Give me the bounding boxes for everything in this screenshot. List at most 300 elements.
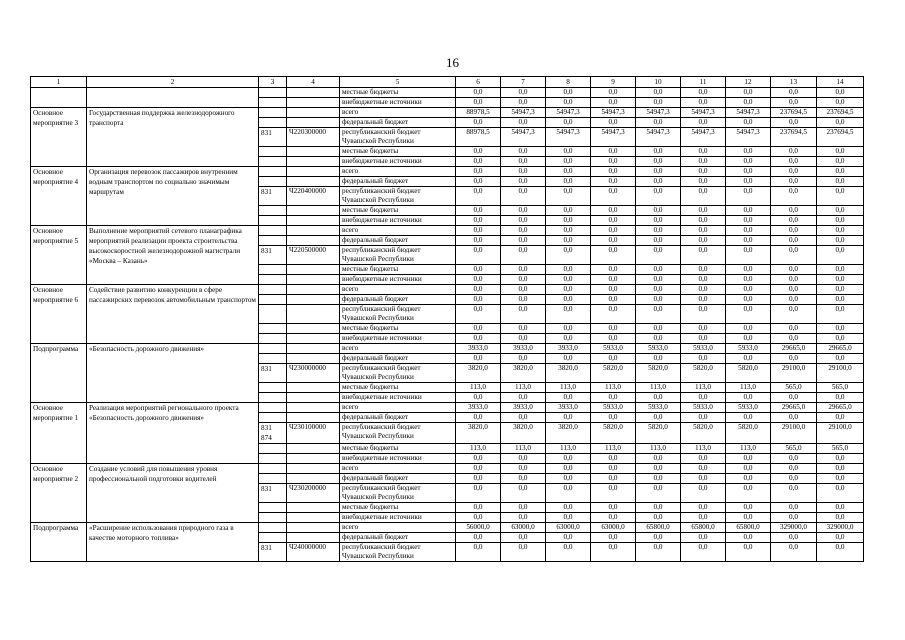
source-cell: местные бюджеты — [340, 503, 456, 513]
code-cell — [287, 98, 340, 108]
value-cell: 0,0 — [501, 226, 546, 236]
value-cell: 0,0 — [771, 246, 817, 265]
value-cell: 0,0 — [817, 354, 864, 364]
source-cell: федеральный бюджет — [340, 413, 456, 423]
table-row — [31, 167, 864, 177]
value-cell: 0,0 — [817, 484, 864, 503]
grbs-cell — [259, 157, 287, 167]
value-cell: 0,0 — [681, 454, 726, 464]
value-cell: 0,0 — [681, 513, 726, 523]
source-cell: всего — [340, 108, 456, 118]
grbs-cell: 831 — [259, 246, 287, 265]
header-cell: 6 — [456, 77, 501, 88]
status-cell — [31, 88, 87, 108]
value-cell: 54947,3 — [726, 128, 771, 147]
grbs-cell — [259, 275, 287, 285]
value-cell: 0,0 — [681, 474, 726, 484]
grbs-cell — [259, 334, 287, 344]
value-cell: 0,0 — [771, 484, 817, 503]
value-cell: 0,0 — [501, 464, 546, 474]
value-cell: 0,0 — [817, 464, 864, 474]
value-cell: 0,0 — [817, 236, 864, 246]
value-cell: 0,0 — [726, 265, 771, 275]
value-cell: 0,0 — [591, 334, 636, 344]
grbs-cell — [259, 533, 287, 543]
table-row — [31, 403, 864, 413]
value-cell: 0,0 — [591, 464, 636, 474]
value-cell: 0,0 — [636, 484, 681, 503]
value-cell: 0,0 — [501, 413, 546, 423]
value-cell: 29100,0 — [817, 364, 864, 383]
value-cell: 0,0 — [591, 157, 636, 167]
value-cell: 0,0 — [591, 206, 636, 216]
value-cell: 0,0 — [456, 285, 501, 295]
value-cell: 0,0 — [501, 513, 546, 523]
value-cell: 0,0 — [636, 246, 681, 265]
value-cell: 0,0 — [591, 354, 636, 364]
value-cell: 0,0 — [771, 88, 817, 98]
source-cell: республиканский бюджет Чувашской Республики — [340, 305, 456, 324]
source-cell: местные бюджеты — [340, 324, 456, 334]
grbs-cell — [259, 344, 287, 354]
value-cell: 0,0 — [636, 354, 681, 364]
value-cell: 0,0 — [817, 413, 864, 423]
value-cell: 0,0 — [456, 187, 501, 206]
code-cell: Ч230000000 — [287, 364, 340, 383]
value-cell: 5820,0 — [726, 364, 771, 383]
value-cell: 63000,0 — [546, 523, 591, 533]
value-cell: 0,0 — [817, 324, 864, 334]
value-cell: 0,0 — [681, 503, 726, 513]
value-cell: 3933,0 — [456, 403, 501, 413]
grbs-cell — [259, 177, 287, 187]
value-cell: 54947,3 — [681, 128, 726, 147]
value-cell: 0,0 — [726, 118, 771, 128]
grbs-cell — [259, 523, 287, 533]
value-cell: 0,0 — [501, 474, 546, 484]
value-cell: 0,0 — [726, 187, 771, 206]
value-cell: 0,0 — [817, 216, 864, 226]
grbs-cell: 831 — [259, 128, 287, 147]
code-cell — [287, 147, 340, 157]
table-row — [31, 108, 864, 118]
value-cell: 0,0 — [591, 484, 636, 503]
value-cell: 0,0 — [771, 206, 817, 216]
value-cell: 0,0 — [636, 157, 681, 167]
code-cell — [287, 513, 340, 523]
value-cell: 0,0 — [771, 285, 817, 295]
value-cell: 3820,0 — [501, 364, 546, 383]
value-cell: 0,0 — [771, 334, 817, 344]
header-row — [31, 77, 864, 88]
value-cell: 0,0 — [501, 484, 546, 503]
value-cell: 329000,0 — [771, 523, 817, 533]
value-cell: 5933,0 — [636, 344, 681, 354]
value-cell: 0,0 — [591, 324, 636, 334]
value-cell: 0,0 — [681, 216, 726, 226]
value-cell: 3933,0 — [501, 403, 546, 413]
name-cell: Реализация мероприятий регионального проекта «Безопасность дорожного движения» — [87, 403, 259, 464]
value-cell: 0,0 — [546, 98, 591, 108]
value-cell: 0,0 — [501, 275, 546, 285]
value-cell: 0,0 — [726, 88, 771, 98]
value-cell: 0,0 — [771, 354, 817, 364]
value-cell: 0,0 — [726, 324, 771, 334]
value-cell: 0,0 — [636, 324, 681, 334]
value-cell: 0,0 — [636, 187, 681, 206]
code-cell — [287, 454, 340, 464]
value-cell: 54947,3 — [681, 108, 726, 118]
code-cell — [287, 177, 340, 187]
value-cell: 0,0 — [501, 88, 546, 98]
value-cell: 0,0 — [636, 98, 681, 108]
value-cell: 0,0 — [546, 474, 591, 484]
value-cell: 54947,3 — [591, 128, 636, 147]
value-cell: 0,0 — [817, 147, 864, 157]
value-cell: 0,0 — [546, 236, 591, 246]
value-cell: 65800,0 — [636, 523, 681, 533]
value-cell: 0,0 — [771, 533, 817, 543]
value-cell: 113,0 — [501, 444, 546, 454]
value-cell: 0,0 — [681, 464, 726, 474]
value-cell: 0,0 — [726, 413, 771, 423]
value-cell: 113,0 — [591, 383, 636, 393]
grbs-cell — [259, 206, 287, 216]
value-cell: 0,0 — [681, 98, 726, 108]
value-cell: 63000,0 — [591, 523, 636, 533]
header-cell: 10 — [636, 77, 681, 88]
value-cell: 0,0 — [771, 187, 817, 206]
value-cell: 0,0 — [591, 275, 636, 285]
code-cell — [287, 167, 340, 177]
value-cell: 0,0 — [501, 295, 546, 305]
value-cell: 0,0 — [501, 285, 546, 295]
value-cell: 113,0 — [726, 444, 771, 454]
value-cell: 0,0 — [456, 88, 501, 98]
value-cell: 0,0 — [771, 118, 817, 128]
grbs-cell — [259, 513, 287, 523]
grbs-cell — [259, 285, 287, 295]
value-cell: 0,0 — [546, 354, 591, 364]
table-row — [31, 226, 864, 236]
value-cell: 0,0 — [546, 513, 591, 523]
name-cell: Содействие развитию конкуренции в сфере пассажирских перевозок автомобильным транспортом — [87, 285, 259, 344]
value-cell: 0,0 — [546, 503, 591, 513]
value-cell: 0,0 — [726, 246, 771, 265]
grbs-cell: 831 — [259, 543, 287, 562]
value-cell: 0,0 — [591, 216, 636, 226]
value-cell: 0,0 — [636, 275, 681, 285]
grbs-cell — [259, 403, 287, 413]
header-cell: 12 — [726, 77, 771, 88]
value-cell: 0,0 — [681, 334, 726, 344]
value-cell: 5933,0 — [726, 344, 771, 354]
value-cell: 0,0 — [726, 226, 771, 236]
value-cell: 0,0 — [501, 265, 546, 275]
source-cell: внебюджетные источники — [340, 454, 456, 464]
value-cell: 0,0 — [636, 285, 681, 295]
value-cell: 0,0 — [726, 513, 771, 523]
value-cell: 0,0 — [546, 324, 591, 334]
value-cell: 0,0 — [817, 246, 864, 265]
value-cell: 0,0 — [501, 354, 546, 364]
table-row — [31, 344, 864, 354]
grbs-cell: 831 — [259, 187, 287, 206]
value-cell: 3933,0 — [546, 403, 591, 413]
code-cell — [287, 393, 340, 403]
value-cell: 3820,0 — [456, 364, 501, 383]
source-cell: федеральный бюджет — [340, 354, 456, 364]
value-cell: 54947,3 — [726, 108, 771, 118]
status-cell: Подпрограмма — [31, 344, 87, 403]
value-cell: 0,0 — [636, 464, 681, 474]
value-cell: 0,0 — [456, 118, 501, 128]
value-cell: 5933,0 — [591, 403, 636, 413]
value-cell: 0,0 — [726, 533, 771, 543]
value-cell: 0,0 — [817, 118, 864, 128]
header-cell: 2 — [87, 77, 259, 88]
code-cell — [287, 474, 340, 484]
value-cell: 65800,0 — [681, 523, 726, 533]
value-cell: 0,0 — [726, 295, 771, 305]
value-cell: 0,0 — [681, 118, 726, 128]
header-cell: 9 — [591, 77, 636, 88]
value-cell: 0,0 — [546, 484, 591, 503]
source-cell: внебюджетные источники — [340, 334, 456, 344]
header-cell: 8 — [546, 77, 591, 88]
value-cell: 0,0 — [501, 118, 546, 128]
value-cell: 0,0 — [546, 246, 591, 265]
code-cell — [287, 403, 340, 413]
value-cell: 3820,0 — [546, 423, 591, 444]
value-cell: 0,0 — [546, 216, 591, 226]
value-cell: 29665,0 — [771, 344, 817, 354]
value-cell: 0,0 — [636, 543, 681, 562]
value-cell: 54947,3 — [501, 128, 546, 147]
code-cell — [287, 216, 340, 226]
value-cell: 0,0 — [591, 177, 636, 187]
source-cell: федеральный бюджет — [340, 118, 456, 128]
grbs-cell — [259, 444, 287, 454]
value-cell: 0,0 — [726, 393, 771, 403]
value-cell: 5933,0 — [636, 403, 681, 413]
value-cell: 0,0 — [817, 275, 864, 285]
value-cell: 0,0 — [681, 177, 726, 187]
value-cell: 0,0 — [546, 147, 591, 157]
grbs-cell — [259, 216, 287, 226]
value-cell: 0,0 — [591, 533, 636, 543]
grbs-cell — [259, 265, 287, 275]
value-cell: 0,0 — [546, 454, 591, 464]
value-cell: 0,0 — [681, 147, 726, 157]
value-cell: 0,0 — [456, 275, 501, 285]
value-cell: 0,0 — [546, 206, 591, 216]
value-cell: 0,0 — [456, 157, 501, 167]
header-cell: 1 — [31, 77, 87, 88]
header-cell: 14 — [817, 77, 864, 88]
source-cell: всего — [340, 344, 456, 354]
value-cell: 0,0 — [456, 295, 501, 305]
value-cell: 0,0 — [771, 295, 817, 305]
code-cell — [287, 533, 340, 543]
value-cell: 0,0 — [771, 464, 817, 474]
code-cell — [287, 236, 340, 246]
value-cell: 0,0 — [636, 88, 681, 98]
code-cell — [287, 157, 340, 167]
name-cell: «Безопасность дорожного движения» — [87, 344, 259, 403]
source-cell: всего — [340, 403, 456, 413]
value-cell: 0,0 — [456, 454, 501, 464]
value-cell: 0,0 — [817, 265, 864, 275]
value-cell: 0,0 — [771, 413, 817, 423]
value-cell: 0,0 — [546, 226, 591, 236]
value-cell: 0,0 — [501, 206, 546, 216]
code-cell — [287, 275, 340, 285]
value-cell: 0,0 — [636, 265, 681, 275]
code-cell — [287, 334, 340, 344]
grbs-cell: 831 — [259, 364, 287, 383]
source-cell: местные бюджеты — [340, 383, 456, 393]
source-cell: республиканский бюджет Чувашской Республики — [340, 543, 456, 562]
value-cell: 0,0 — [591, 543, 636, 562]
value-cell: 5933,0 — [681, 403, 726, 413]
value-cell: 0,0 — [726, 474, 771, 484]
value-cell: 0,0 — [591, 393, 636, 403]
value-cell: 0,0 — [771, 147, 817, 157]
value-cell: 0,0 — [771, 226, 817, 236]
value-cell: 0,0 — [636, 503, 681, 513]
grbs-cell — [259, 464, 287, 474]
value-cell: 0,0 — [771, 236, 817, 246]
value-cell: 0,0 — [636, 118, 681, 128]
grbs-cell — [259, 226, 287, 236]
value-cell: 0,0 — [817, 533, 864, 543]
value-cell: 0,0 — [681, 533, 726, 543]
code-cell — [287, 108, 340, 118]
value-cell: 0,0 — [456, 334, 501, 344]
code-cell — [287, 444, 340, 454]
source-cell: республиканский бюджет Чувашской Республики — [340, 128, 456, 147]
value-cell: 0,0 — [456, 354, 501, 364]
value-cell: 0,0 — [817, 187, 864, 206]
value-cell: 0,0 — [591, 474, 636, 484]
value-cell: 0,0 — [636, 226, 681, 236]
value-cell: 0,0 — [636, 295, 681, 305]
value-cell: 113,0 — [546, 383, 591, 393]
value-cell: 0,0 — [817, 305, 864, 324]
value-cell: 0,0 — [817, 334, 864, 344]
value-cell: 54947,3 — [546, 108, 591, 118]
header-cell: 13 — [771, 77, 817, 88]
value-cell: 0,0 — [681, 413, 726, 423]
value-cell: 0,0 — [726, 484, 771, 503]
code-cell — [287, 344, 340, 354]
value-cell: 0,0 — [636, 474, 681, 484]
value-cell: 0,0 — [681, 246, 726, 265]
source-cell: внебюджетные источники — [340, 216, 456, 226]
budget-table — [30, 76, 864, 562]
code-cell — [287, 88, 340, 98]
value-cell: 0,0 — [726, 236, 771, 246]
value-cell: 113,0 — [681, 444, 726, 454]
value-cell: 0,0 — [591, 167, 636, 177]
source-cell: местные бюджеты — [340, 88, 456, 98]
value-cell: 0,0 — [456, 464, 501, 474]
value-cell: 0,0 — [456, 305, 501, 324]
code-cell — [287, 118, 340, 128]
source-cell: местные бюджеты — [340, 444, 456, 454]
value-cell: 0,0 — [456, 236, 501, 246]
status-cell: Основное мероприятие 6 — [31, 285, 87, 344]
grbs-cell — [259, 236, 287, 246]
code-cell: Ч220500000 — [287, 246, 340, 265]
name-cell: Создание условий для повышения уровня профессиональной подготовки водителей — [87, 464, 259, 523]
value-cell: 0,0 — [726, 177, 771, 187]
value-cell: 54947,3 — [636, 108, 681, 118]
value-cell: 0,0 — [546, 275, 591, 285]
value-cell: 0,0 — [591, 265, 636, 275]
source-cell: внебюджетные источники — [340, 275, 456, 285]
value-cell: 0,0 — [591, 295, 636, 305]
value-cell: 0,0 — [591, 118, 636, 128]
code-cell — [287, 324, 340, 334]
source-cell: всего — [340, 226, 456, 236]
code-cell — [287, 354, 340, 364]
value-cell: 0,0 — [817, 285, 864, 295]
value-cell: 3820,0 — [546, 364, 591, 383]
value-cell: 0,0 — [771, 393, 817, 403]
value-cell: 0,0 — [771, 503, 817, 513]
value-cell: 0,0 — [817, 206, 864, 216]
value-cell: 0,0 — [771, 454, 817, 464]
grbs-cell — [259, 383, 287, 393]
value-cell: 5933,0 — [591, 344, 636, 354]
value-cell: 113,0 — [726, 383, 771, 393]
value-cell: 0,0 — [726, 147, 771, 157]
value-cell: 0,0 — [456, 177, 501, 187]
value-cell: 0,0 — [546, 464, 591, 474]
value-cell: 0,0 — [501, 454, 546, 464]
value-cell: 56000,0 — [456, 523, 501, 533]
value-cell: 113,0 — [546, 444, 591, 454]
code-cell — [287, 523, 340, 533]
value-cell: 3820,0 — [456, 423, 501, 444]
source-cell: республиканский бюджет Чувашской Республики — [340, 484, 456, 503]
code-cell — [287, 503, 340, 513]
table-row — [31, 464, 864, 474]
value-cell: 0,0 — [591, 147, 636, 157]
value-cell: 0,0 — [681, 265, 726, 275]
value-cell: 565,0 — [771, 383, 817, 393]
value-cell: 0,0 — [501, 393, 546, 403]
header-cell: 7 — [501, 77, 546, 88]
value-cell: 0,0 — [501, 216, 546, 226]
source-cell: местные бюджеты — [340, 147, 456, 157]
value-cell: 54947,3 — [501, 108, 546, 118]
status-cell: Основное мероприятие 3 — [31, 108, 87, 167]
source-cell: всего — [340, 167, 456, 177]
value-cell: 0,0 — [546, 393, 591, 403]
value-cell: 0,0 — [636, 167, 681, 177]
value-cell: 0,0 — [726, 305, 771, 324]
value-cell: 0,0 — [501, 98, 546, 108]
code-cell: Ч230100000 — [287, 423, 340, 444]
value-cell: 0,0 — [681, 236, 726, 246]
grbs-cell — [259, 413, 287, 423]
value-cell: 0,0 — [546, 295, 591, 305]
code-cell — [287, 285, 340, 295]
source-cell: республиканский бюджет Чувашской Республики — [340, 364, 456, 383]
